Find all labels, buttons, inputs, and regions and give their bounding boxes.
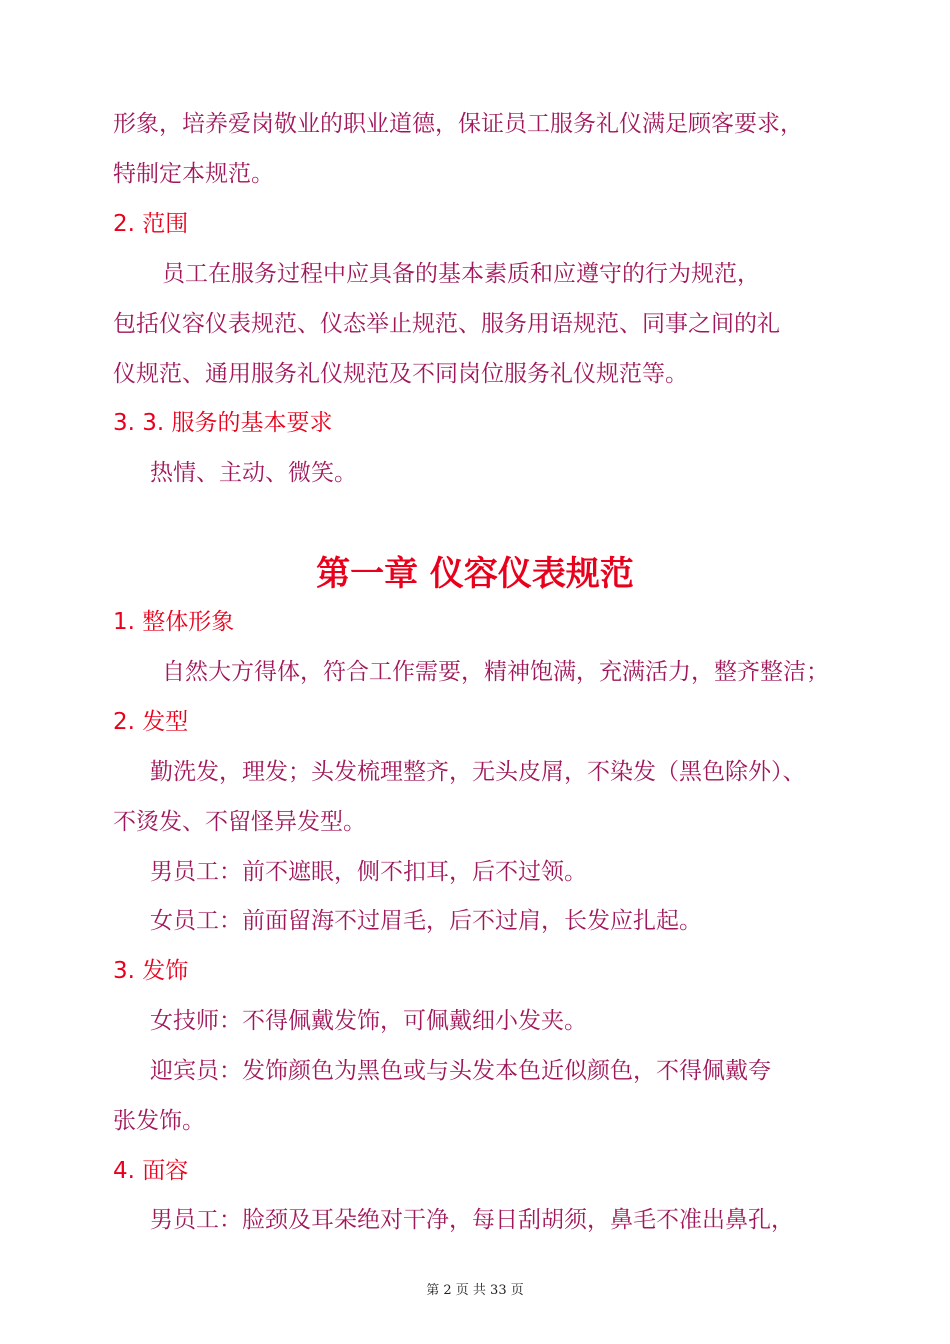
hairstyle-line-4: 女员工：前面留海不过眉毛，后不过肩，长发应扎起。 <box>150 908 702 934</box>
hair-accessories-line-1: 女技师：不得佩戴发饰，可佩戴细小发夹。 <box>150 1008 587 1034</box>
scope-line-1: 员工在服务过程中应具备的基本素质和应遵守的行为规范， <box>162 261 760 287</box>
section-heading-hairstyle: 2. 发型 <box>113 709 189 735</box>
section-heading-basic-requirements: 3. 3. 服务的基本要求 <box>113 410 333 436</box>
section-heading-scope: 2. 范围 <box>113 211 189 237</box>
intro-line-1: 形象，培养爱岗敬业的职业道德，保证员工服务礼仪满足顾客要求， <box>113 111 803 137</box>
page-footer: 第 2 页 共 33 页 <box>426 1283 524 1298</box>
basic-requirements-line-1: 热情、主动、微笑。 <box>150 460 357 486</box>
scope-line-2: 包括仪容仪表规范、仪态举止规范、服务用语规范、同事之间的礼 <box>113 311 780 337</box>
section-heading-overall-image: 1. 整体形象 <box>113 609 235 635</box>
chapter-title: 第一章 仪容仪表规范 <box>316 554 634 594</box>
overall-image-line-1: 自然大方得体，符合工作需要，精神饱满，充满活力，整齐整洁； <box>162 659 829 685</box>
hair-accessories-line-2: 迎宾员：发饰颜色为黑色或与头发本色近似颜色，不得佩戴夸 <box>150 1058 771 1084</box>
intro-line-2: 特制定本规范。 <box>113 161 274 187</box>
hairstyle-line-2: 不烫发、不留怪异发型。 <box>113 809 366 835</box>
hairstyle-line-1: 勤洗发，理发；头发梳理整齐，无头皮屑，不染发（黑色除外）、 <box>150 759 806 785</box>
section-heading-hair-accessories: 3. 发饰 <box>113 958 189 984</box>
hairstyle-line-3: 男员工：前不遮眼，侧不扣耳，后不过领。 <box>150 859 587 885</box>
scope-line-3: 仪规范、通用服务礼仪规范及不同岗位服务礼仪规范等。 <box>113 361 688 387</box>
face-line-1: 男员工：脸颈及耳朵绝对干净，每日刮胡须，鼻毛不准出鼻孔， <box>150 1207 794 1233</box>
hair-accessories-line-3: 张发饰。 <box>113 1108 205 1134</box>
section-heading-face: 4. 面容 <box>113 1158 189 1184</box>
